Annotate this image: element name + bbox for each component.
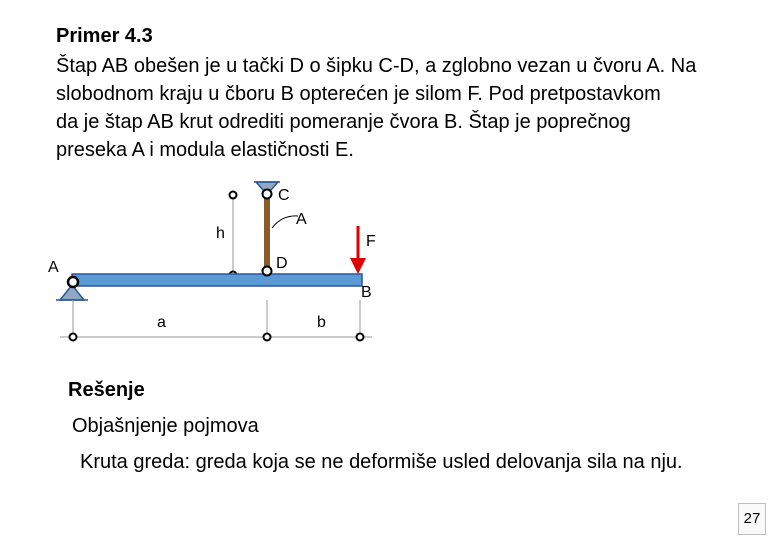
rod-CD [264,196,270,270]
label-a: a [157,314,166,331]
label-A-node: A [48,259,59,276]
label-D: D [276,255,288,272]
dimension-node-A [70,334,77,341]
problem-line-1: Štap AB obešen je u tački D o šipku C-D, a zglobno vezan u čvoru A. Na [56,55,697,77]
node-D [263,267,272,276]
page-number: 27 [738,503,766,535]
label-F: F [366,233,376,250]
h-dimension-top-node [230,192,237,199]
dimension-node-D [264,334,271,341]
dimension-node-B [357,334,364,341]
problem-line-3: da je štap AB krut odrediti pomeranje čvora B. Štap je poprečnog [56,111,631,133]
rigid-beam-definition: Kruta greda: greda koja se ne deformiše usled delovanja sila na nju. [80,451,683,473]
label-rod-A: A [296,211,307,228]
beam-AB [72,274,362,286]
label-h: h [216,225,225,242]
node-C [263,190,272,199]
force-F-arrowhead [350,258,366,274]
example-title: Primer 4.3 [56,25,153,47]
solution-subheading: Objašnjenje pojmova [72,415,259,437]
problem-line-4: preseka A i modula elastičnosti E. [56,139,354,161]
problem-line-2: slobodnom kraju u čboru B opterećen je silom F. Pod pretpostavkom [56,83,661,105]
solution-heading: Rešenje [68,379,145,401]
label-C: C [278,187,290,204]
rod-label-leader [272,216,298,228]
label-b: b [317,314,326,331]
label-B: B [361,284,372,301]
node-A [68,277,78,287]
